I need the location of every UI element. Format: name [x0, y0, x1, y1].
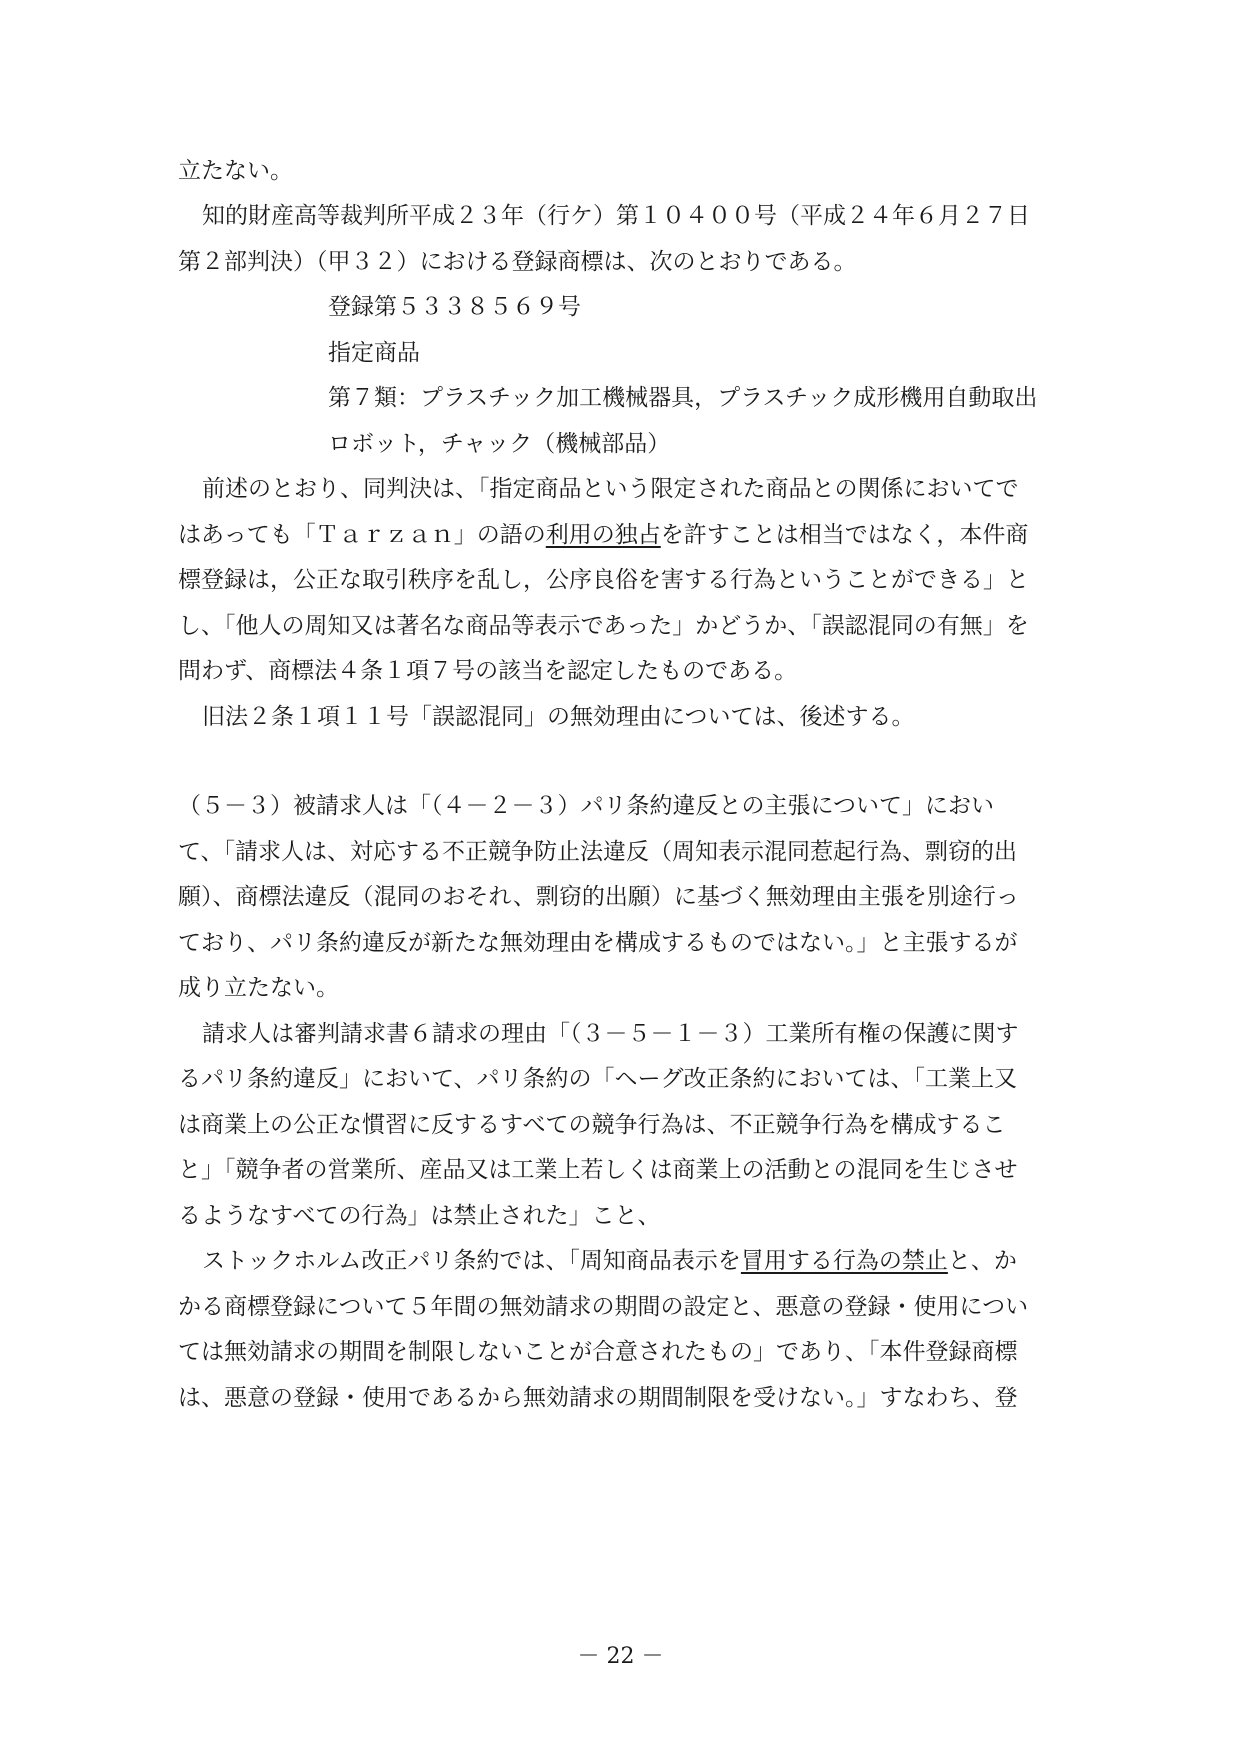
text-line — [328, 292, 581, 322]
text-segment: と、か — [947, 1248, 1017, 1274]
text-segment: ストックホルム改正パリ条約では、「周知商品表示を — [202, 1248, 741, 1274]
text-segment: 登録第５３３８５６９号 — [328, 294, 581, 320]
text-line — [202, 702, 915, 732]
text-line — [178, 656, 797, 686]
text-segment: 標登録は，公正な取引秩序を乱し，公序良俗を害する行為ということができる」と — [178, 567, 1029, 593]
text-segment: 前述のとおり、同判決は、「指定商品という限定された商品との関係においてで — [202, 476, 1019, 502]
text-line — [178, 1337, 1018, 1367]
text-line — [178, 928, 1018, 958]
underlined-text: 冒用する行為の禁止 — [740, 1248, 948, 1274]
text-segment: と」「競争者の営業所、産品又は工業上若しくは商業上の活動との混同を生じさせ — [178, 1157, 1018, 1183]
text-segment: 指定商品 — [328, 340, 420, 366]
text-segment: ており、パリ条約違反が新たな無効理由を構成するものではない。」と主張するが — [178, 930, 1018, 956]
page-number: － 22 － — [577, 1644, 664, 1669]
text-segment: 第７類：プラスチック加工機械器具，プラスチック成形機用自動取出 — [328, 385, 1038, 411]
text-segment: て、「請求人は、対応する不正競争防止法違反（周知表示混同惹起行為、剽窃的出 — [178, 839, 1018, 865]
text-line — [328, 338, 420, 368]
text-segment: 問わず、商標法４条１項７号の該当を認定したものである。 — [178, 658, 798, 684]
text-segment: 請求人は審判請求書６請求の理由「（３－５－１－３）工業所有権の保護に関す — [202, 1021, 1019, 1047]
text-segment: を許すことは相当ではなく，本件商 — [660, 522, 1029, 548]
text-segment: （５－３）被請求人は「（４－２－３）パリ条約違反との主張について」におい — [178, 793, 995, 819]
text-line — [328, 383, 1037, 413]
text-line — [178, 247, 857, 277]
text-segment: 第２部判決）（甲３２）における登録商標は、次のとおりである。 — [178, 249, 857, 275]
text-segment: はあっても「Ｔａｒｚａｎ」の語の — [178, 522, 546, 548]
text-segment: 成り立たない。 — [178, 975, 339, 1001]
text-line — [202, 201, 1030, 231]
text-line — [178, 1110, 1006, 1140]
text-segment: 旧法２条１項１１号「誤認混同」の無効理由については、後述する。 — [202, 704, 915, 730]
text-line — [178, 565, 1029, 595]
text-line — [178, 837, 1017, 867]
text-line — [178, 1201, 661, 1231]
text-line — [178, 882, 1019, 912]
text-line — [178, 520, 1028, 550]
text-segment: ては無効請求の期間を制限しないことが合意されたもの」であり、「本件登録商標 — [178, 1339, 1018, 1365]
text-segment: 知的財産高等裁判所平成２３年（行ケ）第１０４００号（平成２４年６月２７日 — [202, 203, 1030, 229]
text-segment: ロボット，チャック（機械部品） — [328, 431, 671, 457]
text-line — [178, 791, 994, 821]
text-line — [178, 1155, 1018, 1185]
text-line — [178, 1383, 1018, 1413]
text-line — [178, 611, 1029, 641]
text-segment: し、「他人の周知又は著名な商品等表示であった」かどうか、「誤認混同の有無」を — [178, 613, 1029, 639]
text-segment: は、悪意の登録・使用であるから無効請求の期間制限を受けない。」すなわち、登 — [178, 1385, 1018, 1411]
text-line — [178, 156, 293, 186]
text-segment: 願）、商標法違反（混同のおそれ、剽窃的出願）に基づく無効理由主張を別途行っ — [178, 884, 1019, 910]
text-line — [178, 1064, 1017, 1094]
text-segment: は商業上の公正な慣習に反するすべての競争行為は、不正競争行為を構成するこ — [178, 1112, 1006, 1138]
text-line — [202, 1019, 1019, 1049]
text-segment: かる商標登録について５年間の無効請求の期間の設定と、悪意の登録・使用につい — [178, 1294, 1029, 1320]
underlined-text: 利用の独占 — [545, 522, 661, 548]
text-segment: るパリ条約違反」において、パリ条約の「ヘーグ改正条約においては、「工業上又 — [178, 1066, 1018, 1092]
text-segment: るようなすべての行為」は禁止された」こと、 — [178, 1203, 661, 1229]
text-line — [202, 1246, 1017, 1276]
text-line — [178, 1292, 1028, 1322]
text-line — [328, 429, 670, 459]
text-line — [202, 474, 1019, 504]
text-line — [178, 973, 339, 1003]
text-segment: 立たない。 — [178, 158, 293, 184]
